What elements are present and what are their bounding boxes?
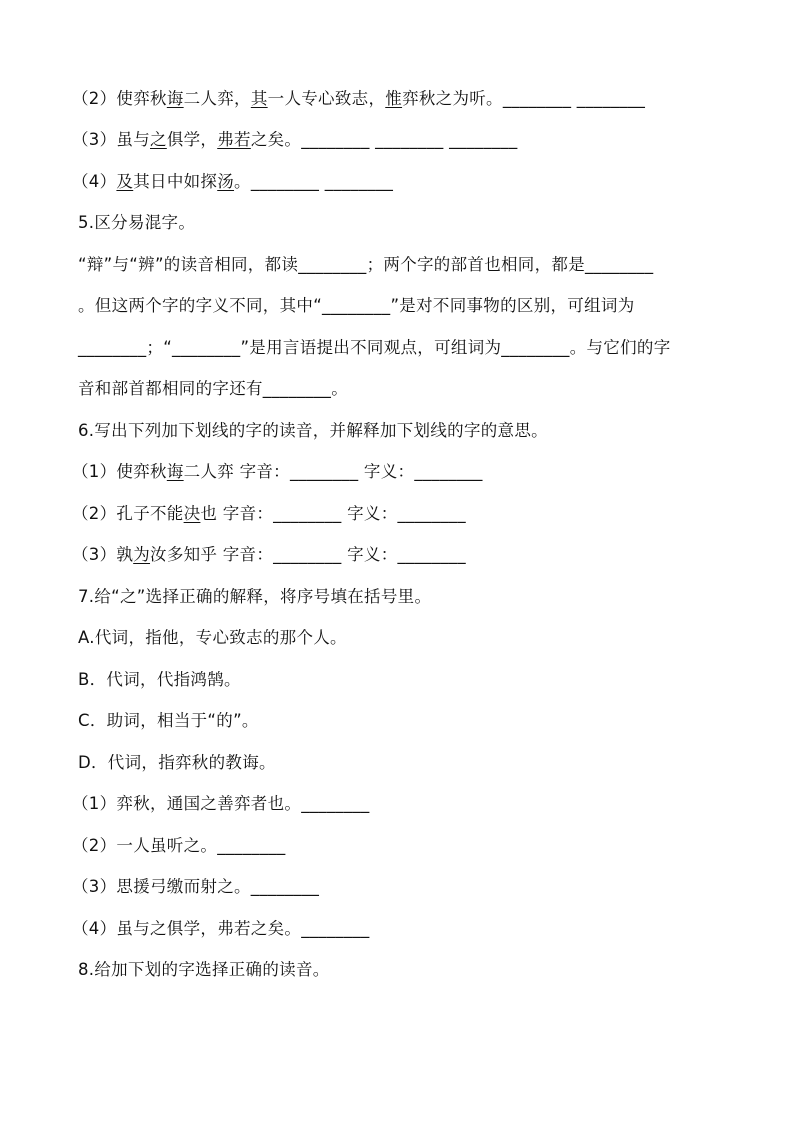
q6-item-1 — [72, 460, 734, 484]
underlined-char: 之 — [150, 130, 167, 149]
text-segment: （4） — [72, 172, 117, 191]
q7-option-c — [78, 709, 734, 733]
text-segment: ________；“________”是用言语提出不同观点，可组词为________。与它们的字 — [78, 338, 671, 357]
text-segment: 也 字音：________ 字义：________ — [200, 504, 466, 523]
text-segment: （4）虽与之俱学，弗若之矣。________ — [72, 919, 370, 938]
q5-paragraph-line-2 — [78, 294, 734, 318]
text-segment: 汝多知乎 字音：________ 字义：________ — [150, 545, 466, 564]
text-segment: （2）使弈秋 — [72, 89, 167, 108]
underlined-char: 决 — [183, 504, 201, 523]
q7-option-a — [78, 626, 734, 650]
text-segment: 音和部首都相同的字还有________。 — [78, 379, 348, 398]
text-segment: 6.写出下列加下划线的字的读音，并解释加下划线的字的意思。 — [78, 421, 548, 440]
q6-item-2 — [72, 502, 734, 526]
text-segment: “辩”与“辨”的读音相同，都读________；两个字的部首也相同，都是________ — [78, 255, 654, 274]
q7-item-2 — [72, 834, 734, 858]
text-segment: 二人弈， — [183, 89, 251, 108]
text-segment: （3）思援弓缴而射之。________ — [72, 877, 320, 896]
q7-option-b — [78, 668, 734, 692]
text-segment: （2）一人虽听之。________ — [72, 836, 286, 855]
underlined-char: 其 — [250, 89, 268, 108]
text-segment: 之矣。________ ________ ________ — [250, 130, 518, 149]
text-segment: 一人专心致志， — [267, 89, 386, 108]
text-segment: 。但这两个字的字义不同，其中“________”是对不同事物的区别，可组词为 — [78, 296, 635, 315]
text-segment: 7.给“之”选择正确的解释，将序号填在括号里。 — [78, 587, 432, 606]
q4-item-4 — [72, 170, 734, 194]
underlined-char: 汤 — [217, 172, 235, 191]
q8-heading — [78, 958, 734, 982]
underlined-char: 为 — [133, 545, 151, 564]
underlined-char: 惟 — [385, 89, 403, 108]
q5-paragraph-line-3 — [78, 336, 734, 360]
q6-item-3 — [72, 543, 734, 567]
q7-item-3 — [72, 875, 734, 899]
q4-item-2 — [72, 87, 734, 111]
underlined-char: 弗若 — [217, 130, 251, 149]
text-segment: C．助词，相当于“的”。 — [78, 711, 259, 730]
text-segment: 5.区分易混字。 — [78, 213, 196, 232]
text-segment: 8.给加下划的字选择正确的读音。 — [78, 960, 330, 979]
text-segment: 其日中如探 — [133, 172, 218, 191]
text-segment: （2）孔子不能 — [72, 504, 184, 523]
text-segment: 。________ ________ — [234, 172, 394, 191]
q5-paragraph-line-4 — [78, 377, 734, 401]
q6-heading — [78, 419, 734, 443]
underlined-char: 及 — [116, 172, 134, 191]
q4-item-3 — [72, 128, 734, 152]
text-segment: B．代词，代指鸿鹄。 — [78, 670, 241, 689]
q7-item-1 — [72, 792, 734, 816]
q7-item-4 — [72, 917, 734, 941]
text-segment: （3）虽与 — [72, 130, 150, 149]
text-segment: 弈秋之为听。________ ________ — [402, 89, 646, 108]
text-segment: （3）孰 — [72, 545, 134, 564]
q7-option-d — [78, 751, 734, 775]
underlined-char: 诲 — [166, 89, 184, 108]
text-segment: （1）使弈秋 — [72, 462, 167, 481]
text-segment: （1）弈秋，通国之善弈者也。________ — [72, 794, 370, 813]
text-segment: A.代词，指他，专心致志的那个人。 — [78, 628, 347, 647]
underlined-char: 诲 — [166, 462, 184, 481]
text-segment: 二人弈 字音：________ 字义：________ — [183, 462, 483, 481]
q5-heading — [78, 211, 734, 235]
q5-paragraph-line-1 — [78, 253, 734, 277]
text-segment: D．代词，指弈秋的教诲。 — [78, 753, 276, 772]
text-segment: 俱学， — [166, 130, 218, 149]
q7-heading — [78, 585, 734, 609]
